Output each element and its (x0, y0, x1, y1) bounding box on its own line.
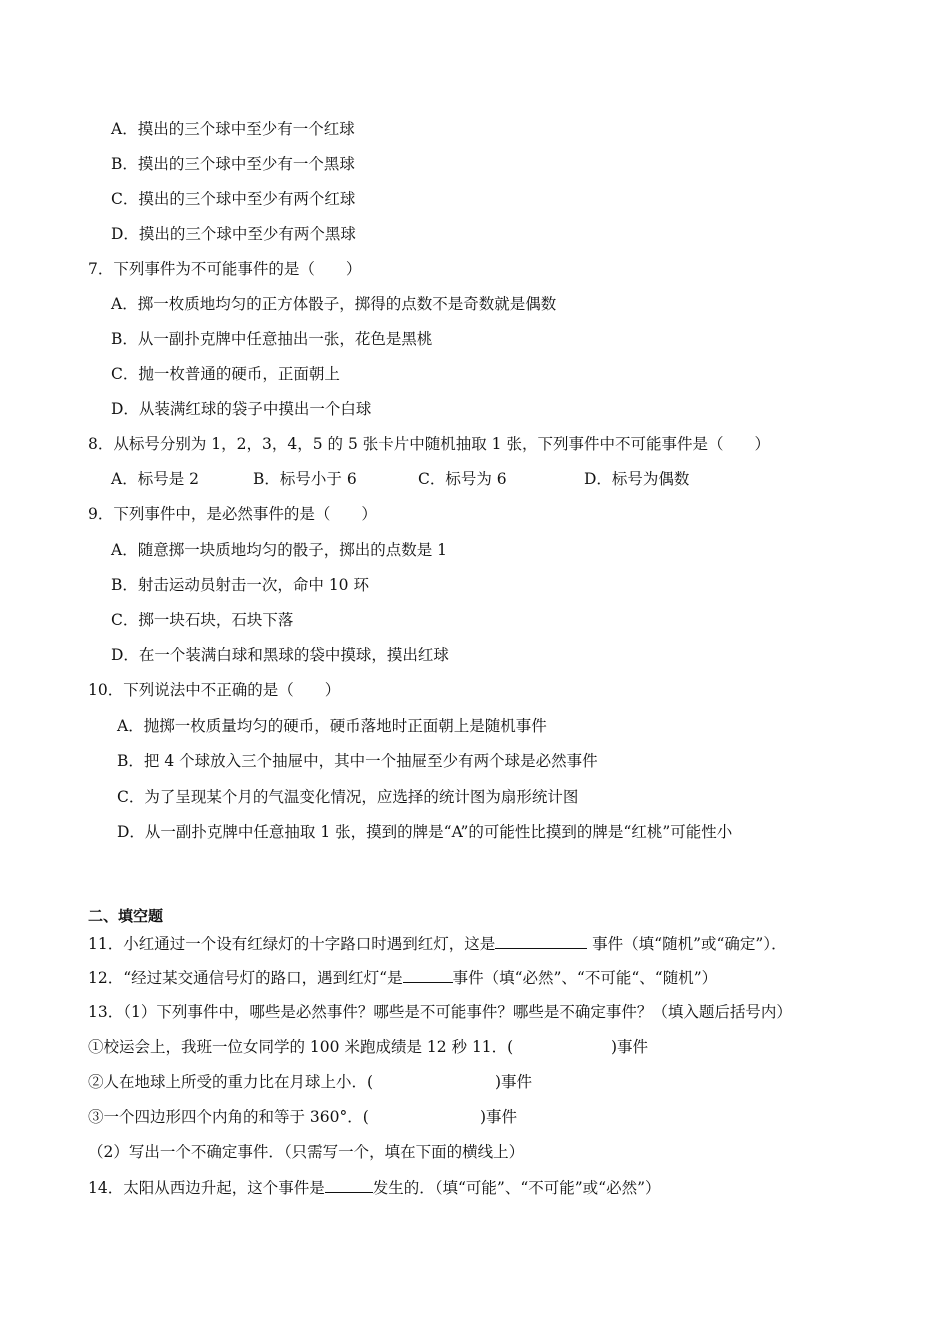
q7-option-b: B．从一副扑克牌中任意抽出一张，花色是黑桃 (111, 330, 433, 348)
q9-option-a: A．随意掷一块质地均匀的骰子，掷出的点数是 1 (111, 541, 447, 559)
q6-option-d: D．摸出的三个球中至少有两个黑球 (111, 225, 356, 243)
q14-answer-blank[interactable] (325, 1177, 373, 1193)
q10-option-c: C．为了呈现某个月的气温变化情况，应选择的统计图为扇形统计图 (117, 788, 579, 806)
q7-option-c: C．抛一枚普通的硬币，正面朝上 (111, 365, 340, 383)
q14-text: 14．太阳从西边升起，这个事件是 (88, 1179, 325, 1197)
q10-stem: 10．下列说法中不正确的是（ ） (88, 681, 341, 699)
q6-option-c: C．摸出的三个球中至少有两个红球 (111, 190, 356, 208)
q12-answer-blank[interactable] (403, 967, 453, 983)
q9-stem: 9．下列事件中，是必然事件的是（ ） (88, 505, 377, 523)
q8-option-c: C．标号为 6 (418, 470, 507, 488)
q13-item-1-suffix: )事件 (611, 1038, 649, 1056)
q9-option-d: D．在一个装满白球和黑球的袋中摸球，摸出红球 (111, 646, 449, 664)
q7-option-a: A．掷一枚质地均匀的正方体骰子，掷得的点数不是奇数就是偶数 (111, 295, 557, 313)
q10-option-b: B．把 4 个球放入三个抽屉中，其中一个抽屉至少有两个球是必然事件 (117, 752, 598, 770)
q11 (88, 933, 787, 954)
q12 (88, 967, 717, 988)
q10-option-a: A．抛掷一枚质量均匀的硬币，硬币落地时正面朝上是随机事件 (117, 717, 547, 735)
q11-text-after: 事件（填“随机”或“确定”）． (587, 935, 787, 953)
q12-text: 12．“经过某交通信号灯的路口，遇到红灯“是 (88, 969, 403, 987)
q6-option-a: A．摸出的三个球中至少有一个红球 (111, 120, 355, 138)
q7-option-d: D．从装满红球的袋子中摸出一个白球 (111, 400, 372, 418)
q11-answer-blank[interactable] (495, 933, 587, 949)
q10-option-d: D．从一副扑克牌中任意抽取 1 张，摸到的牌是“A”的可能性比摸到的牌是“红桃”可能性小 (117, 823, 733, 841)
q13-part-2: （2）写出一个不确定事件．（只需写一个，填在下面的横线上） (88, 1143, 525, 1161)
q14-text-after: 发生的．（填“可能”、“不可能”或“必然”） (372, 1179, 661, 1197)
section-title-fill-in: 二、填空题 (88, 907, 164, 925)
q8-stem: 8．从标号分别为 1，2，3，4，5 的 5 张卡片中随机抽取 1 张，下列事件中不可能事件是（ ） (88, 435, 770, 453)
q13-item-2-suffix: )事件 (495, 1073, 533, 1091)
q13-item-2: ②人在地球上所受的重力比在月球上小．( (88, 1073, 374, 1091)
q6-option-b: B．摸出的三个球中至少有一个黑球 (111, 155, 355, 173)
q7-stem: 7．下列事件为不可能事件的是（ ） (88, 260, 362, 278)
q14 (88, 1177, 661, 1198)
q13-item-3: ③一个四边形四个内角的和等于 360°．( (88, 1108, 369, 1126)
q12-text-after: 事件（填“必然”、“不可能“、“随机”） (452, 969, 718, 987)
q13-stem: 13．（1）下列事件中，哪些是必然事件？哪些是不可能事件？哪些是不确定事件？（填入题后括号内） (88, 1003, 792, 1021)
q13-item-1: ①校运会上，我班一位女同学的 100 米跑成绩是 12 秒 11．( (88, 1038, 514, 1056)
q8-option-b: B．标号小于 6 (253, 470, 357, 488)
q9-option-b: B．射击运动员射击一次，命中 10 环 (111, 576, 369, 594)
q13-item-3-suffix: )事件 (480, 1108, 518, 1126)
q11-text: 11．小红通过一个设有红绿灯的十字路口时遇到红灯，这是 (88, 935, 496, 953)
q9-option-c: C．掷一块石块，石块下落 (111, 611, 294, 629)
q8-option-d: D．标号为偶数 (584, 470, 690, 488)
q8-option-a: A．标号是 2 (111, 470, 199, 488)
